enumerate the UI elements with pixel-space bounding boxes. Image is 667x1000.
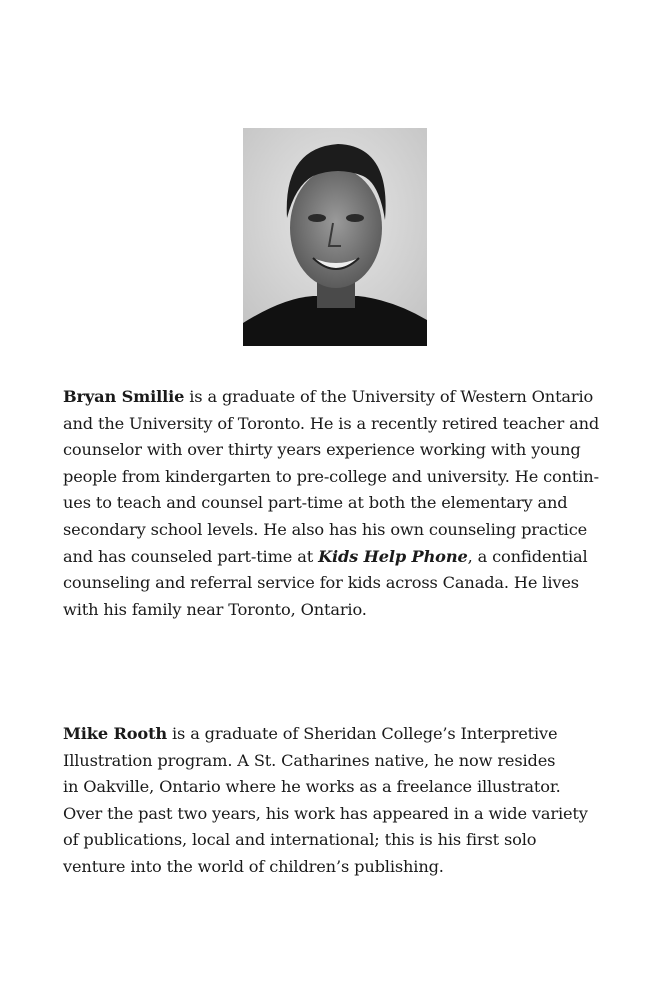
bio-text: secondary school levels. He also has his own counseling practice <box>63 519 588 539</box>
bio-text: of publications, local and international; this is his first solo <box>63 830 537 850</box>
author-name: Bryan Smillie <box>63 387 185 406</box>
bio-text: people from kindergarten to pre-college and university. He contin- <box>63 466 599 486</box>
bio-text: Over the past two years, his work has appeared in a wide variety <box>63 803 588 823</box>
illustrator-bio-mike-rooth <box>63 721 623 881</box>
bio-text: in Oakville, Ontario where he works as a freelance illustrator. <box>63 777 561 797</box>
bio-text: with his family near Toronto, Ontario. <box>63 599 367 619</box>
bio-text: is a graduate of Sheridan College’s Interpretive <box>167 724 558 743</box>
bio-text: counseling and referral service for kids across Canada. He lives <box>63 573 579 593</box>
organization-name: Kids Help Phone <box>318 546 468 566</box>
bio-text: ues to teach and counsel part-time at both the elementary and <box>63 493 568 513</box>
bio-text: counselor with over thirty years experience working with young <box>63 440 581 460</box>
bio-text: venture into the world of children’s publishing. <box>63 856 444 876</box>
bio-text: Illustration program. A St. Catharines native, he now resides <box>63 750 556 770</box>
bio-text: and has counseled part-time at <box>63 546 319 566</box>
illustrator-name: Mike Rooth <box>63 724 168 743</box>
author-bio-bryan-smillie <box>63 384 623 623</box>
bio-text: and the University of Toronto. He is a recently retired teacher and <box>63 413 600 433</box>
bio-text: , a confidential <box>467 546 588 566</box>
author-photo <box>243 128 427 346</box>
bio-text: is a graduate of the University of Western Ontario <box>184 387 594 406</box>
